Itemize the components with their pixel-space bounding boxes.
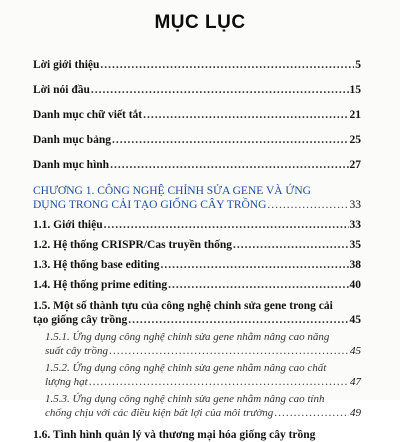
toc-entry-line1: 1.5. Một số thành tựu của công nghệ chỉnh sửa gene trong cải xyxy=(33,300,333,312)
toc-entry-page: 21 xyxy=(349,109,361,121)
dot-leader xyxy=(100,58,354,72)
toc-entry-1-3[interactable] xyxy=(33,258,361,272)
toc-entry-label: Lời nói đầu xyxy=(33,84,90,96)
toc-entry-1-1[interactable] xyxy=(33,218,361,232)
toc-entry-page: 5 xyxy=(355,59,361,71)
toc-entry-page: 38 xyxy=(349,259,361,271)
dot-leader xyxy=(112,133,349,147)
toc-entry-label: 1.2. Hệ thống CRISPR/Cas truyền thống xyxy=(33,239,233,251)
toc-entry-1-6[interactable]: 1.6. Tình hình quản lý và thương mại hóa giống cây trồng xyxy=(33,429,316,441)
page-title: MỤC LỤC xyxy=(154,12,246,33)
toc-entry-page: 40 xyxy=(349,279,361,291)
toc-entry-label: chống chịu với các điều kiện bất lợi của môi trường xyxy=(45,407,274,419)
toc-entry-line2 xyxy=(45,375,361,389)
table-of-contents xyxy=(33,58,361,442)
toc-entry-1-5-2[interactable] xyxy=(33,361,361,389)
toc-entry-1-5[interactable] xyxy=(33,299,361,327)
dot-leader xyxy=(168,278,348,292)
toc-entry-page: 47 xyxy=(350,376,361,388)
toc-entry-page: 35 xyxy=(349,239,361,251)
toc-entry-label: Danh mục hình xyxy=(33,159,110,171)
dot-leader xyxy=(89,375,349,389)
toc-entry-1-4[interactable] xyxy=(33,278,361,292)
toc-entry-label: DỤNG TRONG CẢI TẠO GIỐNG CÂY TRỒNG xyxy=(33,199,267,211)
toc-entry-line1: 1.5.3. Ứng dụng công nghệ chỉnh sửa gene nhằm nâng cao tính xyxy=(45,393,325,405)
dot-leader xyxy=(91,83,349,97)
chapter-title-line2 xyxy=(33,198,361,212)
dot-leader xyxy=(110,158,348,172)
toc-entry-label: 1.3. Hệ thống base editing xyxy=(33,259,160,271)
toc-entry-label: Danh mục bảng xyxy=(33,134,111,146)
toc-entry-page: 33 xyxy=(349,199,361,211)
dot-leader xyxy=(161,258,349,272)
toc-entry-page: 27 xyxy=(349,159,361,171)
dot-leader xyxy=(233,238,348,252)
dot-leader xyxy=(143,108,348,122)
toc-entry-label: Danh mục chữ viết tắt xyxy=(33,109,143,121)
toc-entry-line1: 1.5.1. Ứng dụng công nghệ chỉnh sửa gene nhằm nâng cao năng xyxy=(45,331,330,343)
toc-entry-page: 15 xyxy=(349,84,361,96)
dot-leader xyxy=(104,218,349,232)
toc-entry-label: 1.4. Hệ thống prime editing xyxy=(33,279,168,291)
toc-entry-foreword[interactable] xyxy=(33,58,361,72)
toc-entry-tables[interactable] xyxy=(33,133,361,147)
toc-entry-label: suất cây trồng xyxy=(45,345,108,357)
chapter-title-line1: CHƯƠNG 1. CÔNG NGHỆ CHỈNH SỬA GENE VÀ ỨNG xyxy=(33,185,311,197)
toc-entry-preface[interactable] xyxy=(33,83,361,97)
dot-leader xyxy=(128,313,348,327)
toc-entry-line1: 1.5.2. Ứng dụng công nghệ chỉnh sửa gene nhằm nâng cao chất xyxy=(45,362,327,374)
dot-leader xyxy=(109,344,349,358)
dot-leader xyxy=(274,406,349,420)
toc-entry-page: 33 xyxy=(349,219,361,231)
toc-entry-line2 xyxy=(45,406,361,420)
dot-leader xyxy=(267,198,348,212)
toc-entry-label: tạo giống cây trồng xyxy=(33,314,128,326)
toc-entry-figures[interactable] xyxy=(33,158,361,172)
toc-chapter-1[interactable] xyxy=(33,184,361,212)
toc-entry-1-5-3[interactable] xyxy=(33,392,361,420)
toc-entry-page: 45 xyxy=(349,314,361,326)
toc-entry-line2 xyxy=(33,313,361,327)
toc-entry-label: 1.1. Giới thiệu xyxy=(33,219,103,231)
toc-entry-page: 49 xyxy=(350,407,361,419)
toc-entry-1-2[interactable] xyxy=(33,238,361,252)
toc-entry-1-5-1[interactable] xyxy=(33,330,361,358)
toc-entry-page: 45 xyxy=(350,345,361,357)
toc-entry-page: 25 xyxy=(349,134,361,146)
toc-entry-label: lượng hạt xyxy=(45,376,88,388)
toc-entry-abbreviations[interactable] xyxy=(33,108,361,122)
toc-entry-line2 xyxy=(45,344,361,358)
toc-entry-label: Lời giới thiệu xyxy=(33,59,100,71)
